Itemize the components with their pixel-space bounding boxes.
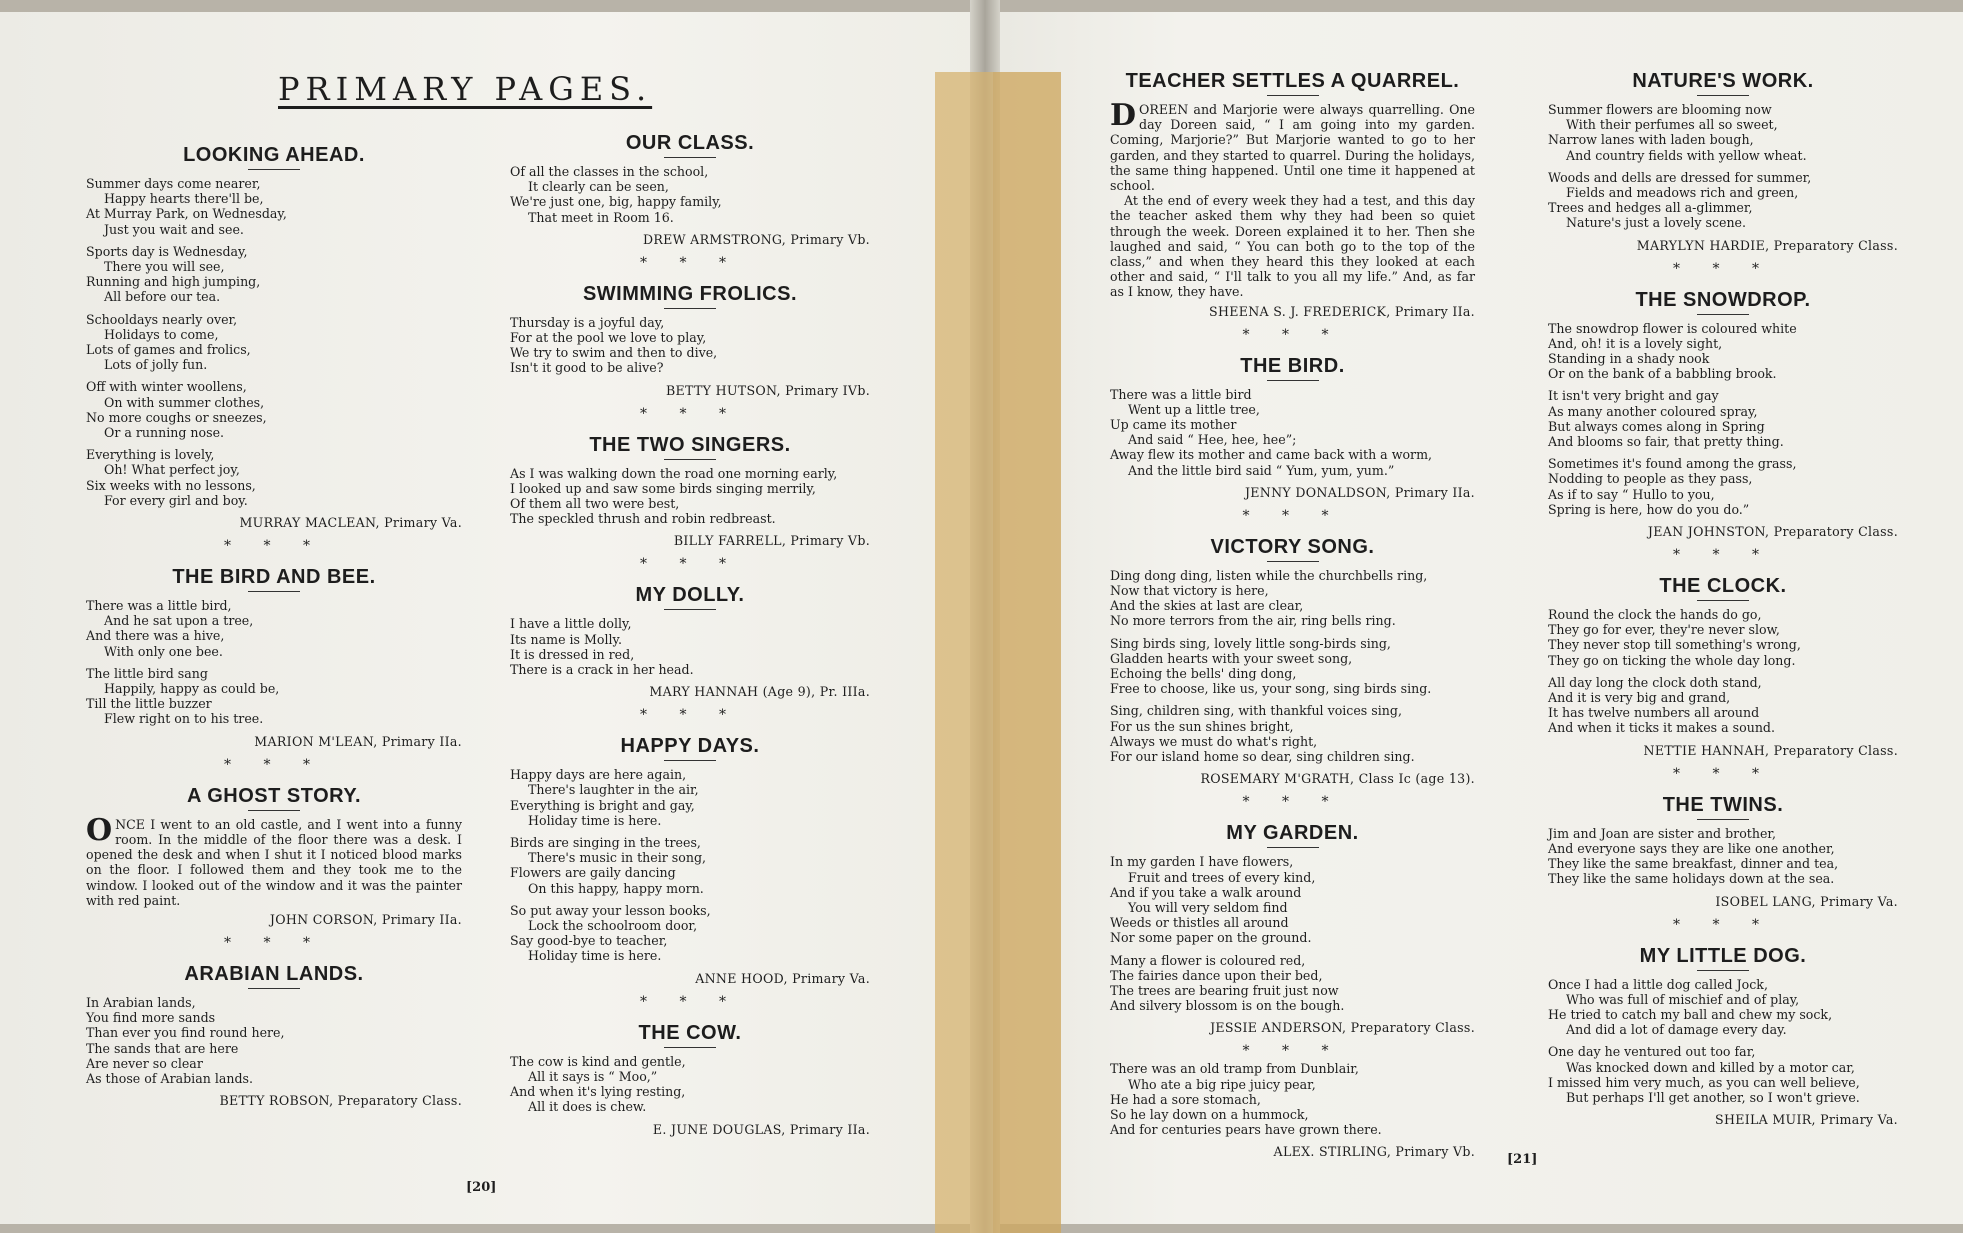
- separator-stars: * * *: [1242, 794, 1343, 811]
- poem-line: It has twelve numbers all around: [1548, 705, 1760, 721]
- poem-line: There's laughter in the air,: [528, 782, 699, 798]
- poem-line: As I was walking down the road one morning early,: [510, 465, 838, 481]
- piece-title: THE BIRD.: [1240, 354, 1345, 377]
- page-number-right: [21]: [1507, 1152, 1538, 1167]
- poem-line: As if to say “ Hullo to you,: [1548, 486, 1715, 502]
- separator-stars: * * *: [1242, 1043, 1343, 1060]
- poem-line: Fruit and trees of every kind,: [1128, 869, 1316, 885]
- poem-stanza: [1548, 826, 1898, 887]
- poem-line: Summer days come nearer,: [86, 176, 261, 191]
- poem-line: Holiday time is here.: [528, 948, 662, 964]
- piece-title: THE TWINS.: [1662, 793, 1784, 816]
- right-column-2: [1548, 58, 1898, 1133]
- poem-line: And country fields with yellow wheat.: [1566, 147, 1807, 163]
- poem-line: With their perfumes all so sweet,: [1566, 117, 1778, 133]
- poem-line: Gladden hearts with your sweet song,: [1110, 650, 1353, 666]
- poem-line: Of all the classes in the school,: [510, 164, 709, 179]
- piece-author: ANNE HOOD, Primary Va.: [695, 970, 870, 986]
- poem-line: They never stop till something's wrong,: [1548, 637, 1801, 653]
- poem-line: You will very seldom find: [1128, 899, 1288, 915]
- poem-line: The trees are bearing fruit just now: [1110, 982, 1339, 998]
- poem-stanza: [86, 598, 462, 659]
- poem-line: There was a little bird,: [86, 598, 232, 614]
- title-rule: [664, 609, 716, 610]
- poem-line: One day he ventured out too far,: [1548, 1044, 1756, 1060]
- poem-line: All it says is “ Moo,”: [528, 1068, 658, 1084]
- poem-line: Weeds or thistles all around: [1110, 915, 1289, 931]
- poem-line: The snowdrop flower is coloured white: [1548, 320, 1797, 336]
- poem-line: As many another coloured spray,: [1548, 403, 1758, 419]
- left-column-1: [86, 132, 462, 1114]
- poem-line: Sing, children sing, with thankful voices sing,: [1110, 703, 1402, 719]
- poem-line: They go on ticking the whole day long.: [1548, 652, 1796, 668]
- tape-strip: [993, 72, 1061, 1233]
- poem-line: Say good-bye to teacher,: [510, 933, 668, 949]
- poem-line: And it is very big and grand,: [1548, 690, 1731, 706]
- piece-author: BETTY ROBSON, Preparatory Class.: [219, 1093, 462, 1109]
- title-rule: [664, 308, 716, 309]
- poem-stanza: [510, 164, 870, 225]
- poem-line: Till the little buzzer: [86, 696, 212, 712]
- poem-stanza: [86, 666, 462, 727]
- piece-author: ROSEMARY M'GRATH, Class Ic (age 13).: [1200, 771, 1475, 787]
- poem-line: Up came its mother: [1110, 417, 1237, 433]
- separator-stars: * * *: [640, 254, 740, 271]
- title-rule: [248, 988, 300, 989]
- piece-author: E. JUNE DOUGLAS, Primary IIa.: [652, 1121, 870, 1137]
- poem-line: And everyone says they are like one another,: [1548, 840, 1835, 856]
- poem-stanza: [510, 466, 870, 527]
- poem-line: And, oh! it is a lovely sight,: [1548, 335, 1723, 351]
- poem-line: Who was full of mischief and of play,: [1566, 991, 1800, 1007]
- poem-line: Running and high jumping,: [86, 274, 261, 290]
- poem-stanza: [1548, 170, 1898, 231]
- poem-line: Lots of jolly fun.: [104, 357, 208, 373]
- poem-stanza: [1548, 1044, 1898, 1105]
- title-rule: [664, 459, 716, 460]
- title-rule: [1697, 970, 1749, 971]
- poem-stanza: [510, 903, 870, 964]
- piece-title: THE BIRD AND BEE.: [172, 566, 376, 589]
- poem-line: There was an old tramp from Dunblair,: [1110, 1061, 1359, 1077]
- piece-author: BETTY HUTSON, Primary IVb.: [665, 382, 870, 398]
- poem-line: Or a running nose.: [104, 425, 225, 441]
- poem-line: Thursday is a joyful day,: [510, 314, 665, 330]
- poem-line: For at the pool we love to play,: [510, 330, 707, 346]
- poem-line: On this happy, happy morn.: [528, 880, 704, 896]
- title-rule: [1267, 380, 1319, 381]
- title-rule: [248, 591, 300, 592]
- poem-stanza: [1548, 607, 1898, 668]
- poem-line: Went up a little tree,: [1128, 401, 1260, 417]
- poem-line: We're just one, big, happy family,: [510, 194, 722, 210]
- title-rule: [248, 810, 300, 811]
- poem-line: So put away your lesson books,: [510, 902, 711, 918]
- poem-line: Sometimes it's found among the grass,: [1548, 456, 1797, 472]
- poem-line: Fields and meadows rich and green,: [1566, 185, 1799, 201]
- poem-line: Woods and dells are dressed for summer,: [1548, 169, 1812, 185]
- piece-title: A GHOST STORY.: [186, 784, 362, 807]
- poem-line: The fairies dance upon their bed,: [1110, 967, 1323, 983]
- piece-title: THE SNOWDROP.: [1635, 288, 1811, 311]
- poem-line: Many a flower is coloured red,: [1110, 952, 1306, 968]
- poem-line: There was a little bird: [1110, 386, 1252, 402]
- piece-author: SHEILA MUIR, Primary Va.: [1715, 1112, 1898, 1128]
- title-rule: [1267, 95, 1319, 96]
- poem-line: Was knocked down and killed by a motor car,: [1566, 1059, 1855, 1075]
- poem-line: Everything is lovely,: [86, 447, 215, 463]
- poem-line: For our island home so dear, sing children sing.: [1110, 749, 1415, 765]
- poem-line: Nor some paper on the ground.: [1110, 930, 1312, 946]
- poem-line: All it does is chew.: [528, 1099, 647, 1115]
- poem-line: And there was a hive,: [86, 628, 225, 644]
- poem-line: Trees and hedges all a-glimmer,: [1548, 200, 1753, 216]
- poem-line: There is a crack in her head.: [510, 662, 694, 678]
- poem-line: They like the same holidays down at the sea.: [1548, 871, 1835, 887]
- piece-prose: ONCE I went to an old castle, and I went into a funny room. In the middle of the floor there was a desk. I opened the desk and when I shut it I noticed blood marks on the floor. I followed them and they took me to the window. I looked out of the window and it was the painter with red paint.: [86, 812, 462, 908]
- poem-line: They like the same breakfast, dinner and tea,: [1548, 856, 1839, 872]
- poem-line: Happy days are here again,: [510, 767, 687, 783]
- piece-author: DREW ARMSTRONG, Primary Vb.: [642, 231, 870, 247]
- piece-author: MARYLYN HARDIE, Preparatory Class.: [1636, 237, 1898, 253]
- poem-line: He had a sore stomach,: [1110, 1091, 1261, 1107]
- separator-stars: * * *: [1673, 765, 1773, 782]
- poem-line: Birds are singing in the trees,: [510, 835, 701, 851]
- poem-line: So he lay down on a hummock,: [1110, 1106, 1309, 1122]
- piece-prose: DOREEN and Marjorie were always quarrelling. One day Doreen said, “ I am going into my garden. Coming, Marjorie?” But Marjorie wanted to go to her garden, and they started to quarrel. During the holidays, the same thing happened. Until one time it happened at school.: [1110, 98, 1475, 194]
- page-title: PRIMARY PAGES.: [278, 70, 653, 108]
- poem-stanza: [1548, 456, 1898, 517]
- separator-stars: * * *: [224, 934, 324, 951]
- poem-line: And silvery blossom is on the bough.: [1110, 998, 1345, 1014]
- title-rule: [1697, 600, 1749, 601]
- title-rule: [248, 169, 300, 170]
- poem-stanza: [86, 995, 462, 1086]
- piece-author: ISOBEL LANG, Primary Va.: [1715, 893, 1898, 909]
- title-rule: [1697, 95, 1749, 96]
- poem-line: Sing birds sing, lovely little song-birds sing,: [1110, 635, 1391, 651]
- poem-line: Off with winter woollens,: [86, 379, 247, 395]
- poem-line: Always we must do what's right,: [1110, 733, 1318, 749]
- poem-stanza: [1110, 568, 1475, 629]
- poem-stanza: [510, 315, 870, 376]
- piece-title: VICTORY SONG.: [1210, 535, 1375, 558]
- piece-title: THE COW.: [638, 1021, 742, 1044]
- poem-stanza: [1548, 388, 1898, 449]
- poem-line: As those of Arabian lands.: [86, 1070, 253, 1086]
- poem-line: And if you take a walk around: [1110, 884, 1302, 900]
- piece-author: MARION M'LEAN, Primary IIa.: [254, 733, 462, 749]
- poem-line: Echoing the bells' ding dong,: [1110, 666, 1297, 682]
- poem-line: Free to choose, like us, your song, sing birds sing.: [1110, 681, 1432, 697]
- separator-stars: * * *: [1673, 547, 1773, 564]
- poem-line: Standing in a shady nook: [1548, 351, 1710, 367]
- poem-stanza: [86, 312, 462, 373]
- separator-stars: * * *: [640, 993, 740, 1010]
- poem-line: Six weeks with no lessons,: [86, 477, 256, 493]
- poem-line: But always comes along in Spring: [1548, 418, 1765, 434]
- poem-stanza: [1110, 1061, 1475, 1137]
- poem-line: The speckled thrush and robin redbreast.: [510, 511, 776, 527]
- drop-cap: O: [86, 812, 113, 848]
- poem-line: At Murray Park, on Wednesday,: [86, 206, 287, 222]
- poem-stanza: [1110, 387, 1475, 478]
- piece-author: SHEENA S. J. FREDERICK, Primary IIa.: [1209, 303, 1475, 319]
- tape-strip: [935, 72, 993, 1233]
- poem-line: Holiday time is here.: [528, 812, 662, 828]
- piece-title: MY GARDEN.: [1226, 822, 1359, 845]
- piece-author: JESSIE ANDERSON, Preparatory Class.: [1210, 1020, 1475, 1036]
- poem-line: And did a lot of damage every day.: [1566, 1022, 1787, 1038]
- poem-line: And he sat upon a tree,: [104, 613, 254, 629]
- poem-line: Sports day is Wednesday,: [86, 243, 248, 259]
- poem-line: Or on the bank of a babbling brook.: [1548, 366, 1777, 382]
- poem-stanza: [86, 447, 462, 508]
- poem-line: Nodding to people as they pass,: [1548, 471, 1753, 487]
- poem-line: Now that victory is here,: [1110, 583, 1269, 599]
- separator-stars: * * *: [640, 405, 740, 422]
- poem-stanza: [86, 176, 462, 237]
- piece-author: MURRAY MACLEAN, Primary Va.: [239, 515, 462, 531]
- poem-line: On with summer clothes,: [104, 394, 265, 410]
- poem-line: There's music in their song,: [528, 850, 707, 866]
- poem-line: It is dressed in red,: [510, 646, 635, 662]
- piece-title: THE TWO SINGERS.: [589, 433, 791, 456]
- poem-line: The sands that are here: [86, 1040, 239, 1056]
- left-column-2: [510, 120, 870, 1143]
- poem-line: And the skies at last are clear,: [1110, 598, 1304, 614]
- poem-line: I looked up and saw some birds singing merrily,: [510, 480, 816, 496]
- title-rule: [1267, 847, 1319, 848]
- poem-line: I have a little dolly,: [510, 616, 632, 632]
- piece-author: ALEX. STIRLING, Primary Vb.: [1273, 1144, 1475, 1160]
- poem-line: It isn't very bright and gay: [1548, 388, 1719, 404]
- poem-line: I missed him very much, as you can well believe,: [1548, 1074, 1860, 1090]
- poem-line: Ding dong ding, listen while the churchbells ring,: [1110, 567, 1428, 583]
- poem-stanza: [510, 767, 870, 828]
- page-number-left: [20]: [466, 1180, 497, 1195]
- poem-line: Happily, happy as could be,: [104, 681, 280, 697]
- poem-stanza: [1110, 703, 1475, 764]
- poem-stanza: [1110, 854, 1475, 945]
- poem-line: And said “ Hee, hee, hee”;: [1128, 432, 1297, 448]
- piece-title: THE CLOCK.: [1659, 575, 1787, 598]
- poem-line: For every girl and boy.: [104, 492, 248, 508]
- drop-cap: D: [1110, 98, 1137, 133]
- left-page: [0, 12, 985, 1224]
- poem-line: And when it ticks it makes a sound.: [1548, 720, 1775, 736]
- poem-stanza: [1548, 321, 1898, 382]
- poem-line: That meet in Room 16.: [528, 209, 674, 225]
- piece-title: TEACHER SETTLES A QUARREL.: [1125, 70, 1460, 92]
- poem-line: They go for ever, they're never slow,: [1548, 622, 1780, 638]
- poem-line: In my garden I have flowers,: [1110, 854, 1294, 870]
- piece-author: NETTIE HANNAH, Preparatory Class.: [1643, 742, 1898, 758]
- poem-line: No more terrors from the air, ring bells ring.: [1110, 613, 1396, 629]
- poem-line: Are never so clear: [86, 1055, 203, 1071]
- poem-line: Isn't it good to be alive?: [510, 360, 664, 376]
- poem-line: Who ate a big ripe juicy pear,: [1128, 1076, 1316, 1092]
- poem-line: Narrow lanes with laden bough,: [1548, 132, 1754, 148]
- poem-line: In Arabian lands,: [86, 994, 196, 1010]
- poem-line: And for centuries pears have grown there.: [1110, 1122, 1382, 1138]
- poem-stanza: [1110, 636, 1475, 697]
- poem-line: All before our tea.: [104, 289, 221, 305]
- poem-line: Summer flowers are blooming now: [1548, 102, 1772, 117]
- separator-stars: * * *: [1242, 507, 1343, 524]
- poem-stanza: [1548, 675, 1898, 736]
- poem-line: And the little bird said “ Yum, yum, yum.”: [1128, 462, 1395, 478]
- title-rule: [1267, 561, 1319, 562]
- separator-stars: * * *: [1673, 260, 1773, 277]
- poem-line: Happy hearts there'll be,: [104, 191, 264, 207]
- poem-line: Than ever you find round here,: [86, 1025, 285, 1041]
- poem-line: Round the clock the hands do go,: [1548, 607, 1762, 623]
- right-page: [985, 12, 1963, 1224]
- piece-title: ARABIAN LANDS.: [184, 962, 364, 985]
- poem-stanza: [1548, 977, 1898, 1038]
- poem-line: Oh! What perfect joy,: [104, 462, 240, 478]
- poem-line: No more coughs or sneezes,: [86, 409, 267, 425]
- piece-prose: At the end of every week they had a test, and this day the teacher asked them why they had been so quiet through the week. Doreen explained it to her. Then she laughed and said, “ You can both go to the top of the class,” and when they heard this they looked at each other and said, “ I'll talk to you all my life.” And, as far as I know, they have.: [1110, 193, 1475, 300]
- piece-author: MARY HANNAH (Age 9), Pr. IIIa.: [649, 684, 870, 700]
- poem-line: Everything is bright and gay,: [510, 797, 695, 813]
- separator-stars: * * *: [224, 538, 324, 555]
- poem-line: Jim and Joan are sister and brother,: [1548, 825, 1777, 841]
- poem-line: Flowers are gaily dancing: [510, 865, 676, 881]
- piece-author: BILLY FARRELL, Primary Vb.: [673, 533, 870, 549]
- poem-line: We try to swim and then to dive,: [510, 345, 718, 361]
- poem-line: Spring is here, how do you do.”: [1548, 501, 1750, 517]
- poem-line: Its name is Molly.: [510, 631, 622, 647]
- poem-line: Schooldays nearly over,: [86, 311, 238, 327]
- poem-line: All day long the clock doth stand,: [1548, 674, 1762, 690]
- poem-line: Holidays to come,: [104, 326, 219, 342]
- poem-line: Once I had a little dog called Jock,: [1548, 976, 1768, 992]
- poem-line: Lock the schoolroom door,: [528, 918, 698, 934]
- poem-line: Just you wait and see.: [104, 221, 244, 237]
- poem-stanza: [1548, 102, 1898, 163]
- title-rule: [1697, 819, 1749, 820]
- poem-line: Of them all two were best,: [510, 496, 680, 512]
- separator-stars: * * *: [640, 707, 740, 724]
- poem-line: And blooms so fair, that pretty thing.: [1548, 434, 1784, 450]
- piece-title: MY DOLLY.: [635, 584, 745, 607]
- poem-stanza: [510, 1054, 870, 1115]
- poem-line: The little bird sang: [86, 665, 208, 681]
- separator-stars: * * *: [640, 556, 740, 573]
- poem-line: For us the sun shines bright,: [1110, 718, 1294, 734]
- separator-stars: * * *: [1242, 326, 1343, 343]
- piece-author: JEAN JOHNSTON, Preparatory Class.: [1647, 524, 1898, 540]
- poem-line: Flew right on to his tree.: [104, 711, 264, 727]
- poem-line: Away flew its mother and came back with a worm,: [1110, 447, 1433, 463]
- title-rule: [664, 760, 716, 761]
- piece-title: HAPPY DAYS.: [620, 735, 760, 758]
- poem-stanza: [510, 835, 870, 896]
- poem-line: There you will see,: [104, 259, 225, 275]
- poem-stanza: [510, 616, 870, 677]
- poem-line: The cow is kind and gentle,: [510, 1053, 686, 1069]
- poem-stanza: [86, 379, 462, 440]
- separator-stars: * * *: [224, 756, 324, 773]
- piece-title: MY LITTLE DOG.: [1639, 944, 1807, 967]
- poem-line: Nature's just a lovely scene.: [1566, 215, 1747, 231]
- poem-line: Lots of games and frolics,: [86, 342, 251, 358]
- piece-title: OUR CLASS.: [625, 132, 755, 154]
- poem-line: With only one bee.: [104, 643, 223, 659]
- poem-line: You find more sands: [86, 1010, 216, 1026]
- poem-stanza: [86, 244, 462, 305]
- piece-title: LOOKING AHEAD.: [183, 144, 365, 166]
- poem-stanza: [1110, 953, 1475, 1014]
- poem-line: And when it's lying resting,: [510, 1084, 686, 1100]
- poem-line: But perhaps I'll get another, so I won't grieve.: [1566, 1089, 1860, 1105]
- piece-title: SWIMMING FROLICS.: [582, 282, 798, 305]
- title-rule: [1697, 314, 1749, 315]
- right-column-1: [1110, 58, 1475, 1165]
- poem-line: He tried to catch my ball and chew my sock,: [1548, 1006, 1833, 1022]
- piece-title: NATURE'S WORK.: [1632, 70, 1814, 92]
- piece-author: JOHN CORSON, Primary IIa.: [269, 911, 462, 927]
- title-rule: [664, 1047, 716, 1048]
- separator-stars: * * *: [1673, 916, 1773, 933]
- piece-author: JENNY DONALDSON, Primary IIa.: [1244, 484, 1475, 500]
- poem-line: It clearly can be seen,: [528, 179, 669, 195]
- title-rule: [664, 157, 716, 158]
